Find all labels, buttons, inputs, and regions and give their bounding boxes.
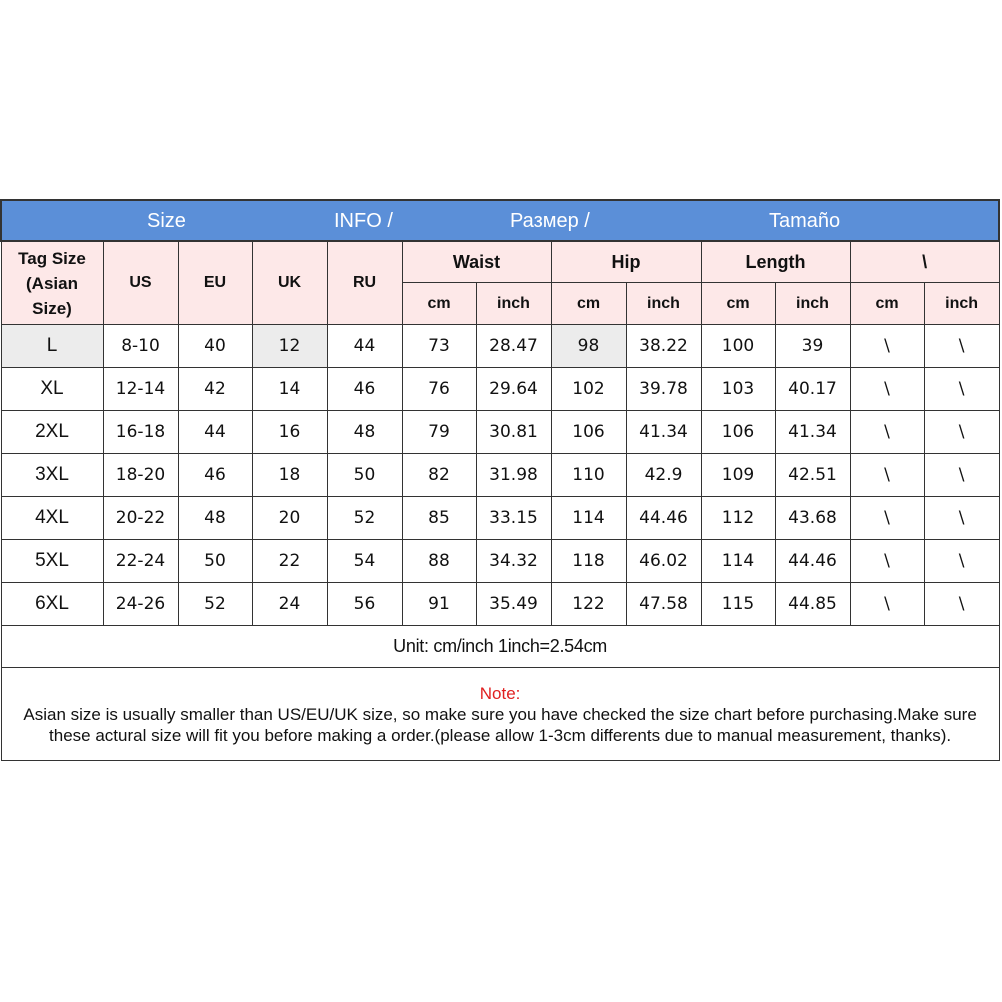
header-length-cm: cm [701, 283, 775, 325]
cell-waist-inch: 34.32 [476, 540, 551, 583]
header-tag-size-line2: (Asian [26, 273, 78, 293]
header-extra-inch: inch [924, 283, 999, 325]
cell-length-inch: 41.34 [775, 411, 850, 454]
cell-eu: 46 [178, 454, 252, 497]
header-hip: Hip [551, 241, 701, 283]
cell-extra-inch: \ [924, 411, 999, 454]
cell-waist-inch: 29.64 [476, 368, 551, 411]
cell-extra-cm: \ [850, 540, 924, 583]
cell-length-inch: 44.85 [775, 583, 850, 626]
cell-uk: 12 [252, 325, 327, 368]
cell-waist-inch: 33.15 [476, 497, 551, 540]
header-uk: UK [252, 241, 327, 325]
table-row [1, 540, 999, 583]
cell-hip-cm: 122 [551, 583, 626, 626]
header-tag-size-line1: Tag Size [18, 248, 86, 268]
cell-hip-cm: 118 [551, 540, 626, 583]
cell-waist-cm: 85 [402, 497, 476, 540]
table-row [1, 411, 999, 454]
cell-hip-cm: 114 [551, 497, 626, 540]
header-length: Length [701, 241, 850, 283]
cell-us: 8-10 [103, 325, 178, 368]
cell-tag: 5XL [1, 540, 103, 583]
cell-length-cm: 100 [701, 325, 775, 368]
cell-hip-inch: 42.9 [626, 454, 701, 497]
cell-extra-inch: \ [924, 325, 999, 368]
title-info: INFO / [334, 210, 393, 232]
cell-hip-cm: 106 [551, 411, 626, 454]
title-row [1, 200, 999, 241]
table-row [1, 368, 999, 411]
cell-us: 22-24 [103, 540, 178, 583]
cell-extra-inch: \ [924, 540, 999, 583]
cell-ru: 46 [327, 368, 402, 411]
cell-hip-cm: 102 [551, 368, 626, 411]
title-size: Size [147, 210, 186, 232]
cell-us: 18-20 [103, 454, 178, 497]
cell-length-cm: 109 [701, 454, 775, 497]
header-hip-cm: cm [551, 283, 626, 325]
cell-length-inch: 43.68 [775, 497, 850, 540]
header-waist-inch: inch [476, 283, 551, 325]
cell-eu: 42 [178, 368, 252, 411]
cell-tag: XL [1, 368, 103, 411]
cell-tag: 6XL [1, 583, 103, 626]
note-cell [1, 668, 999, 761]
cell-length-inch: 40.17 [775, 368, 850, 411]
size-table [0, 199, 1000, 761]
header-row [1, 241, 999, 283]
header-extra-cm: cm [850, 283, 924, 325]
cell-hip-inch: 46.02 [626, 540, 701, 583]
cell-extra-inch: \ [924, 368, 999, 411]
size-chart [0, 199, 998, 761]
title-tamano: Tamaño [769, 210, 841, 232]
cell-length-inch: 42.51 [775, 454, 850, 497]
cell-waist-cm: 91 [402, 583, 476, 626]
cell-eu: 40 [178, 325, 252, 368]
cell-ru: 44 [327, 325, 402, 368]
cell-uk: 22 [252, 540, 327, 583]
cell-us: 12-14 [103, 368, 178, 411]
table-row [1, 325, 999, 368]
cell-waist-inch: 35.49 [476, 583, 551, 626]
cell-tag: L [1, 325, 103, 368]
table-row [1, 497, 999, 540]
cell-extra-cm: \ [850, 497, 924, 540]
cell-waist-inch: 30.81 [476, 411, 551, 454]
header-hip-inch: inch [626, 283, 701, 325]
cell-ru: 50 [327, 454, 402, 497]
cell-uk: 16 [252, 411, 327, 454]
cell-hip-cm: 98 [551, 325, 626, 368]
header-extra: \ [850, 241, 999, 283]
cell-extra-cm: \ [850, 368, 924, 411]
unit-text: Unit: cm/inch 1inch=2.54cm [1, 626, 999, 668]
header-us: US [103, 241, 178, 325]
cell-length-inch: 39 [775, 325, 850, 368]
cell-hip-inch: 41.34 [626, 411, 701, 454]
cell-ru: 54 [327, 540, 402, 583]
cell-hip-inch: 47.58 [626, 583, 701, 626]
cell-us: 20-22 [103, 497, 178, 540]
cell-extra-cm: \ [850, 454, 924, 497]
cell-extra-cm: \ [850, 411, 924, 454]
cell-eu: 48 [178, 497, 252, 540]
table-row [1, 583, 999, 626]
cell-waist-cm: 88 [402, 540, 476, 583]
title-bar [1, 200, 999, 241]
cell-uk: 18 [252, 454, 327, 497]
cell-tag: 4XL [1, 497, 103, 540]
header-length-inch: inch [775, 283, 850, 325]
header-waist: Waist [402, 241, 551, 283]
cell-waist-inch: 28.47 [476, 325, 551, 368]
header-ru: RU [327, 241, 402, 325]
cell-tag: 2XL [1, 411, 103, 454]
cell-extra-inch: \ [924, 583, 999, 626]
cell-ru: 48 [327, 411, 402, 454]
cell-uk: 24 [252, 583, 327, 626]
cell-extra-cm: \ [850, 583, 924, 626]
cell-length-inch: 44.46 [775, 540, 850, 583]
cell-hip-inch: 44.46 [626, 497, 701, 540]
note-text: Asian size is usually smaller than US/EU/UK size, so make sure you have checked the size chart before purchasing.Make sure these actural size will fit you before making a order.(please allow 1-3cm differents due to manual measurement, thanks). [23, 704, 977, 745]
cell-eu: 52 [178, 583, 252, 626]
cell-extra-inch: \ [924, 454, 999, 497]
header-eu: EU [178, 241, 252, 325]
cell-waist-cm: 76 [402, 368, 476, 411]
unit-row [1, 626, 999, 668]
cell-us: 24-26 [103, 583, 178, 626]
cell-waist-cm: 73 [402, 325, 476, 368]
cell-hip-inch: 39.78 [626, 368, 701, 411]
cell-length-cm: 106 [701, 411, 775, 454]
cell-length-cm: 115 [701, 583, 775, 626]
cell-extra-inch: \ [924, 497, 999, 540]
cell-ru: 56 [327, 583, 402, 626]
note-row [1, 668, 999, 761]
cell-eu: 50 [178, 540, 252, 583]
header-tag-size-line3: Size) [32, 298, 72, 318]
header-tag-size [1, 241, 103, 325]
cell-hip-cm: 110 [551, 454, 626, 497]
cell-length-cm: 103 [701, 368, 775, 411]
cell-length-cm: 114 [701, 540, 775, 583]
note-label: Note: [479, 683, 521, 703]
cell-uk: 20 [252, 497, 327, 540]
cell-length-cm: 112 [701, 497, 775, 540]
header-waist-cm: cm [402, 283, 476, 325]
cell-waist-cm: 82 [402, 454, 476, 497]
cell-eu: 44 [178, 411, 252, 454]
cell-waist-inch: 31.98 [476, 454, 551, 497]
cell-waist-cm: 79 [402, 411, 476, 454]
cell-hip-inch: 38.22 [626, 325, 701, 368]
cell-tag: 3XL [1, 454, 103, 497]
cell-ru: 52 [327, 497, 402, 540]
cell-extra-cm: \ [850, 325, 924, 368]
table-row [1, 454, 999, 497]
cell-us: 16-18 [103, 411, 178, 454]
title-razmer: Размер / [510, 210, 590, 232]
cell-uk: 14 [252, 368, 327, 411]
